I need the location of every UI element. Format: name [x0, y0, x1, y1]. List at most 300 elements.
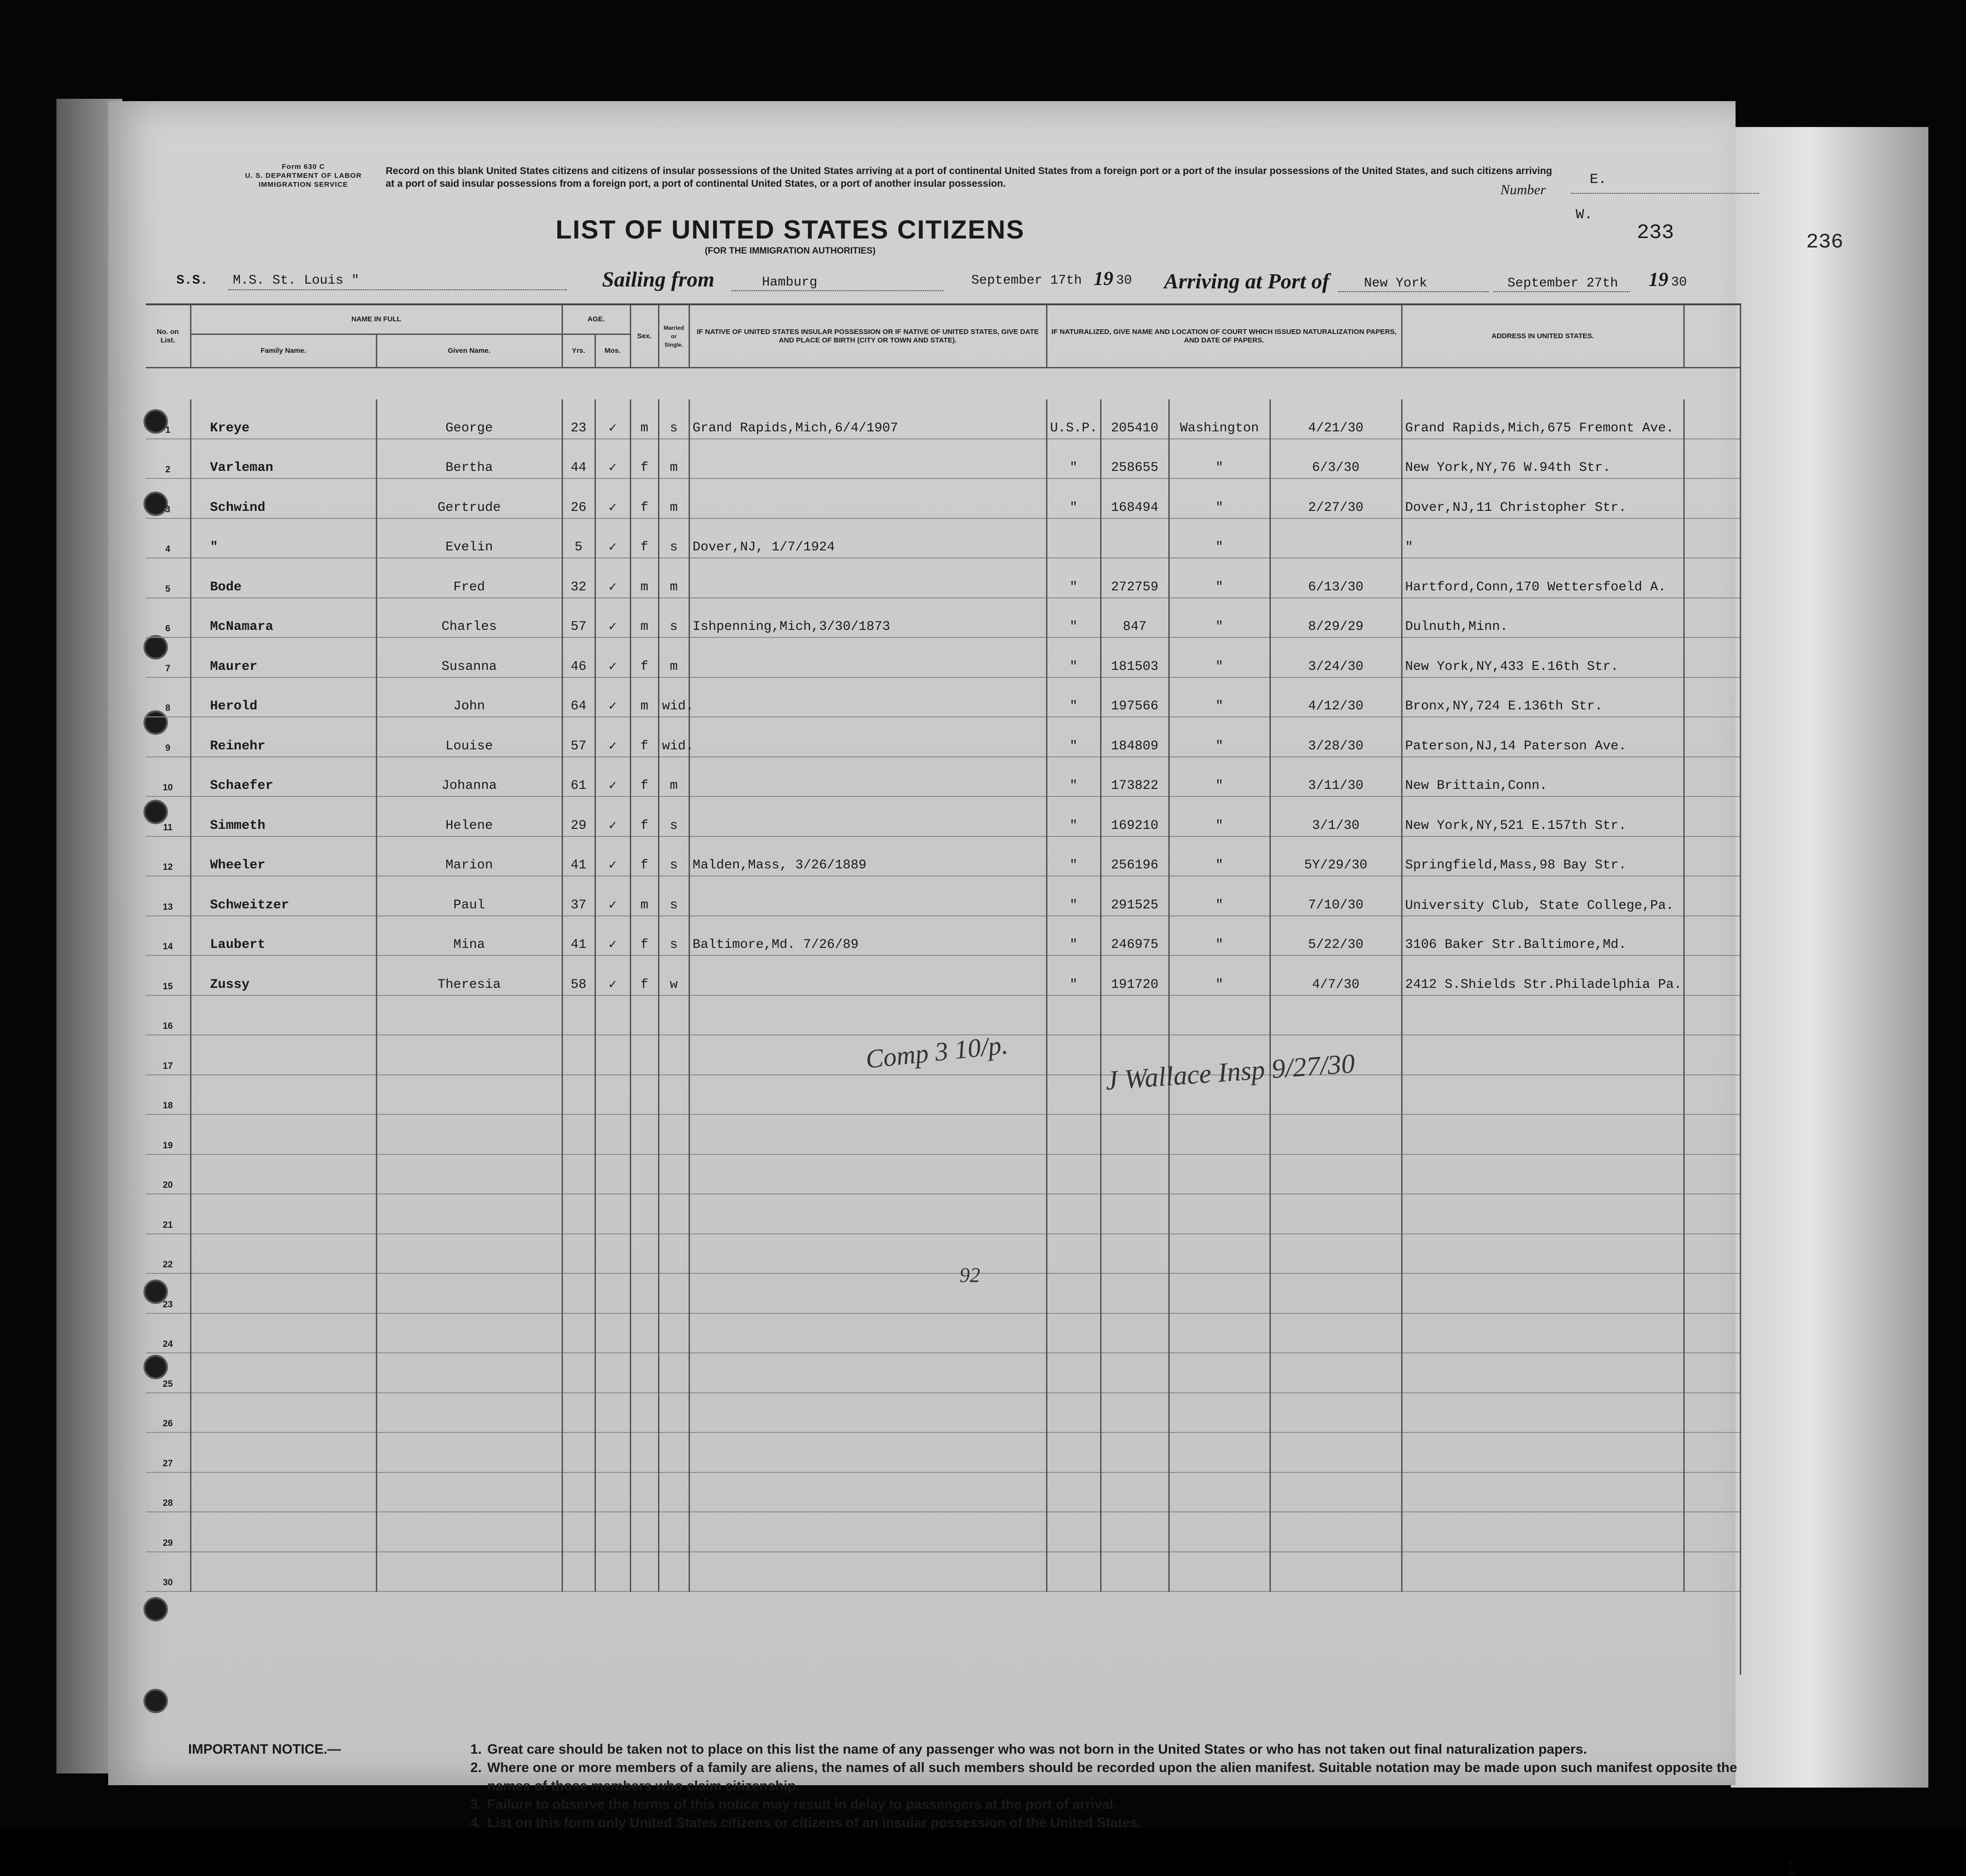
- date-to: September 27th: [1507, 276, 1618, 291]
- number-w: W.: [1576, 207, 1593, 223]
- port-from-line: [731, 290, 943, 291]
- blank-cell: [1684, 598, 1740, 638]
- empty-cell: [562, 1432, 595, 1472]
- given-name: Charles: [376, 598, 562, 638]
- address: New York,NY,76 W.94th Str.: [1402, 439, 1684, 479]
- empty-cell: [1270, 1114, 1402, 1154]
- paper-date: 3/28/30: [1270, 717, 1402, 757]
- year-from-prefix: 19: [1094, 268, 1113, 290]
- empty-cell: [630, 1075, 658, 1115]
- year-to: 30: [1671, 275, 1687, 290]
- court: ": [1046, 836, 1101, 876]
- table-row: [146, 399, 1740, 439]
- empty-cell: [1270, 1234, 1402, 1274]
- family-name: Maurer: [190, 637, 376, 677]
- age-months-check: ✓: [595, 876, 630, 916]
- sex: f: [630, 637, 658, 677]
- empty-cell: [190, 1075, 376, 1115]
- empty-cell: [562, 1273, 595, 1313]
- sex: f: [630, 796, 658, 836]
- empty-cell: [1046, 1035, 1101, 1075]
- blank-cell: [1684, 518, 1740, 558]
- table-row: [146, 1393, 1740, 1433]
- blank-cell: [1684, 637, 1740, 677]
- paper-number: 169210: [1101, 796, 1169, 836]
- empty-cell: [689, 1194, 1046, 1234]
- empty-cell: [562, 995, 595, 1035]
- empty-cell: [595, 1552, 630, 1592]
- ship-name: M.S. St. Louis ": [233, 273, 359, 288]
- empty-cell: [1402, 1353, 1684, 1393]
- empty-cell: [689, 1154, 1046, 1194]
- given-name: Helene: [376, 796, 562, 836]
- empty-cell: [376, 1512, 562, 1552]
- empty-cell: [595, 1313, 630, 1353]
- address: 3106 Baker Str.Baltimore,Md.: [1402, 916, 1684, 956]
- header-spacer: [146, 368, 1740, 400]
- empty-cell: [1684, 1393, 1740, 1433]
- empty-cell: [1101, 1353, 1169, 1393]
- empty-cell: [1046, 1154, 1101, 1194]
- paper-number: 191720: [1101, 955, 1169, 995]
- notice-index: 4.: [470, 1815, 482, 1830]
- empty-cell: [1270, 1273, 1402, 1313]
- notice-text: List on this form only United States citizens or citizens of an insular possession of the United States.: [487, 1815, 1142, 1830]
- marital-status: s: [658, 836, 689, 876]
- empty-cell: [658, 1552, 689, 1592]
- row-number: 8: [146, 677, 190, 717]
- marital-status: m: [658, 757, 689, 797]
- age-months-check: ✓: [595, 955, 630, 995]
- empty-cell: [376, 1313, 562, 1353]
- empty-cell: [190, 1194, 376, 1234]
- notice-item: [470, 1759, 1750, 1796]
- age-years: 41: [562, 836, 595, 876]
- given-name: Marion: [376, 836, 562, 876]
- empty-cell: [595, 1512, 630, 1552]
- paper-number: 258655: [1101, 439, 1169, 479]
- age-years: 46: [562, 637, 595, 677]
- age-months-check: ✓: [595, 836, 630, 876]
- empty-cell: [190, 1512, 376, 1552]
- empty-cell: [376, 1273, 562, 1313]
- empty-cell: [630, 1432, 658, 1472]
- court-location: ": [1169, 598, 1270, 638]
- empty-cell: [658, 1393, 689, 1433]
- empty-cell: [658, 995, 689, 1035]
- col-naturalized: IF NATURALIZED, GIVE NAME AND LOCATION OF COURT WHICH ISSUED NATURALIZATION PAPERS, AND DATE OF PAPERS.: [1046, 304, 1402, 368]
- paper-date: 6/3/30: [1270, 439, 1402, 479]
- empty-cell: [562, 1512, 595, 1552]
- blank-cell: [1684, 876, 1740, 916]
- empty-cell: [595, 1472, 630, 1512]
- empty-cell: [1402, 1313, 1684, 1353]
- age-months-check: ✓: [595, 637, 630, 677]
- age-years: 44: [562, 439, 595, 479]
- empty-cell: [1684, 1432, 1740, 1472]
- row-number: 7: [146, 637, 190, 677]
- table-row: [146, 518, 1740, 558]
- empty-cell: [1169, 1273, 1270, 1313]
- empty-cell: [1169, 1194, 1270, 1234]
- paper-number: 173822: [1101, 757, 1169, 797]
- empty-cell: [1270, 995, 1402, 1035]
- col-family-name: Family Name.: [190, 334, 376, 368]
- empty-cell: [562, 1154, 595, 1194]
- empty-cell: [1684, 1154, 1740, 1194]
- address: Bronx,NY,724 E.136th Str.: [1402, 677, 1684, 717]
- marital-status: s: [658, 399, 689, 439]
- col-native: IF NATIVE OF UNITED STATES INSULAR POSSESSION OR IF NATIVE OF UNITED STATES, GIVE DATE AND PLACE OF BIRTH (CITY OR TOWN AND STATE).: [689, 304, 1046, 368]
- empty-cell: [630, 1194, 658, 1234]
- birth-place: [689, 757, 1046, 797]
- marital-status: s: [658, 876, 689, 916]
- empty-cell: [190, 1432, 376, 1472]
- empty-cell: [1402, 1512, 1684, 1552]
- row-number: 15: [146, 955, 190, 995]
- court: ": [1046, 757, 1101, 797]
- notice-text: Where one or more members of a family are aliens, the names of all such members should be recorded upon the alien manifest. Suitable notation may be made upon such manifest opposite the names of those members who claim citizenship.: [487, 1760, 1737, 1794]
- address: ": [1402, 518, 1684, 558]
- age-years: 26: [562, 478, 595, 518]
- blank-cell: [1684, 478, 1740, 518]
- row-number: 23: [146, 1273, 190, 1313]
- row-number: 12: [146, 836, 190, 876]
- empty-cell: [1046, 1114, 1101, 1154]
- empty-cell: [1270, 1393, 1402, 1433]
- date-to-line: [1493, 291, 1630, 292]
- empty-cell: [1270, 1194, 1402, 1234]
- given-name: Theresia: [376, 955, 562, 995]
- paper-number: [1101, 518, 1169, 558]
- empty-cell: [689, 1234, 1046, 1274]
- empty-cell: [1101, 1114, 1169, 1154]
- empty-cell: [1684, 1353, 1740, 1393]
- family-name: Schaefer: [190, 757, 376, 797]
- given-name: Louise: [376, 717, 562, 757]
- blank-cell: [1684, 717, 1740, 757]
- birth-place: [689, 558, 1046, 598]
- empty-cell: [190, 1472, 376, 1512]
- empty-cell: [1684, 995, 1740, 1035]
- empty-cell: [1101, 1472, 1169, 1512]
- paper-date: [1270, 518, 1402, 558]
- marital-status: m: [658, 478, 689, 518]
- empty-cell: [689, 1075, 1046, 1115]
- row-number: 5: [146, 558, 190, 598]
- paper-number: 205410: [1101, 399, 1169, 439]
- handwritten-note: Comp 3 10/p.: [864, 1030, 1009, 1074]
- port-to-line: [1338, 291, 1489, 292]
- family-name: Wheeler: [190, 836, 376, 876]
- empty-cell: [1169, 1114, 1270, 1154]
- col-sex: Sex.: [630, 304, 658, 368]
- given-name: Evelin: [376, 518, 562, 558]
- family-name: Reinehr: [190, 717, 376, 757]
- ship-line: [228, 289, 567, 290]
- given-name: Fred: [376, 558, 562, 598]
- empty-cell: [1101, 1393, 1169, 1433]
- empty-cell: [190, 1114, 376, 1154]
- address: Paterson,NJ,14 Paterson Ave.: [1402, 717, 1684, 757]
- sailing-from-label: Sailing from: [602, 267, 715, 291]
- age-months-check: ✓: [595, 677, 630, 717]
- empty-cell: [1101, 1273, 1169, 1313]
- family-name: Simmeth: [190, 796, 376, 836]
- court: ": [1046, 637, 1101, 677]
- col-name-in-full: NAME IN FULL: [190, 304, 562, 334]
- paper-number: 272759: [1101, 558, 1169, 598]
- empty-cell: [630, 1273, 658, 1313]
- court: ": [1046, 916, 1101, 956]
- age-years: 58: [562, 955, 595, 995]
- birth-place: [689, 637, 1046, 677]
- empty-cell: [689, 1273, 1046, 1313]
- table-row: [146, 1552, 1740, 1592]
- table-row: [146, 1114, 1740, 1154]
- court: U.S.P.: [1046, 399, 1101, 439]
- col-address: ADDRESS IN UNITED STATES.: [1402, 304, 1684, 368]
- empty-cell: [190, 1273, 376, 1313]
- empty-cell: [658, 1512, 689, 1552]
- paper-date: 3/11/30: [1270, 757, 1402, 797]
- age-years: 57: [562, 717, 595, 757]
- table-row: [146, 1194, 1740, 1234]
- blank-cell: [1684, 836, 1740, 876]
- inspector-signature: J Wallace Insp 9/27/30: [1104, 1048, 1356, 1096]
- empty-cell: [1402, 1432, 1684, 1472]
- given-name: George: [376, 399, 562, 439]
- age-years: 32: [562, 558, 595, 598]
- table-row: [146, 876, 1740, 916]
- form-service: IMMIGRATION SERVICE: [258, 181, 349, 189]
- court-location: ": [1169, 757, 1270, 797]
- empty-cell: [630, 995, 658, 1035]
- empty-cell: [1169, 1353, 1270, 1393]
- family-name: Schwind: [190, 478, 376, 518]
- number-e: E.: [1590, 172, 1607, 188]
- court: ": [1046, 558, 1101, 598]
- notice-item: [470, 1814, 1750, 1832]
- empty-cell: [1046, 1273, 1101, 1313]
- given-name: John: [376, 677, 562, 717]
- table-row: [146, 1273, 1740, 1313]
- address: Grand Rapids,Mich,675 Fremont Ave.: [1402, 399, 1684, 439]
- empty-cell: [376, 1393, 562, 1433]
- empty-cell: [689, 1552, 1046, 1592]
- age-months-check: ✓: [595, 518, 630, 558]
- court: ": [1046, 717, 1101, 757]
- table-row: [146, 1154, 1740, 1194]
- family-name: Zussy: [190, 955, 376, 995]
- empty-cell: [1101, 1154, 1169, 1194]
- paper-number: 847: [1101, 598, 1169, 638]
- empty-cell: [562, 1035, 595, 1075]
- address: Dover,NJ,11 Christopher Str.: [1402, 478, 1684, 518]
- empty-rows: [146, 995, 1740, 1592]
- birth-place: Dover,NJ, 1/7/1924: [689, 518, 1046, 558]
- age-years: 57: [562, 598, 595, 638]
- empty-cell: [376, 1075, 562, 1115]
- court: ": [1046, 478, 1101, 518]
- empty-cell: [1046, 1512, 1101, 1552]
- age-years: 5: [562, 518, 595, 558]
- row-number: 14: [146, 916, 190, 956]
- empty-cell: [1270, 1313, 1402, 1353]
- blank-cell: [1684, 677, 1740, 717]
- date-from: September 17th: [971, 273, 1082, 288]
- court-location: ": [1169, 717, 1270, 757]
- court-location: ": [1169, 478, 1270, 518]
- birth-place: [689, 796, 1046, 836]
- empty-cell: [1046, 1393, 1101, 1433]
- court: [1046, 518, 1101, 558]
- empty-cell: [1169, 1393, 1270, 1433]
- table-row: [146, 1353, 1740, 1393]
- given-name: Bertha: [376, 439, 562, 479]
- row-number: 18: [146, 1075, 190, 1115]
- sex: m: [630, 399, 658, 439]
- table-row: [146, 558, 1740, 598]
- empty-cell: [1270, 1472, 1402, 1512]
- empty-cell: [190, 1313, 376, 1353]
- table-row: [146, 1313, 1740, 1353]
- empty-cell: [1402, 1393, 1684, 1433]
- empty-cell: [1684, 1472, 1740, 1512]
- birth-place: [689, 717, 1046, 757]
- col-no: No. on List.: [146, 304, 190, 368]
- paper-date: 5Y/29/30: [1270, 836, 1402, 876]
- paper-number: 168494: [1101, 478, 1169, 518]
- paper-date: 8/29/29: [1270, 598, 1402, 638]
- given-name: Mina: [376, 916, 562, 956]
- notice-label: IMPORTANT NOTICE.—: [188, 1742, 341, 1757]
- table-row: [146, 836, 1740, 876]
- age-months-check: ✓: [595, 399, 630, 439]
- empty-cell: [1169, 1472, 1270, 1512]
- table-row: [146, 1234, 1740, 1274]
- empty-cell: [1270, 1552, 1402, 1592]
- marital-status: m: [658, 558, 689, 598]
- empty-cell: [190, 1353, 376, 1393]
- given-name: Gertrude: [376, 478, 562, 518]
- empty-cell: [1402, 1552, 1684, 1592]
- row-number: 13: [146, 876, 190, 916]
- empty-cell: [658, 1114, 689, 1154]
- paper-date: 7/10/30: [1270, 876, 1402, 916]
- court-location: Washington: [1169, 399, 1270, 439]
- empty-cell: [630, 1552, 658, 1592]
- court: ": [1046, 955, 1101, 995]
- marital-status: w: [658, 955, 689, 995]
- sex: f: [630, 955, 658, 995]
- empty-cell: [658, 1472, 689, 1512]
- empty-cell: [190, 995, 376, 1035]
- empty-cell: [1684, 1273, 1740, 1313]
- family-name: ": [190, 518, 376, 558]
- table-row: [146, 1512, 1740, 1552]
- marital-status: s: [658, 796, 689, 836]
- col-given-name: Given Name.: [376, 334, 562, 368]
- empty-cell: [1270, 1432, 1402, 1472]
- page-number: 233: [1637, 221, 1674, 245]
- empty-cell: [190, 1552, 376, 1592]
- family-name: Herold: [190, 677, 376, 717]
- empty-cell: [1169, 1512, 1270, 1552]
- row-number: 29: [146, 1512, 190, 1552]
- table-row: [146, 1472, 1740, 1512]
- birth-place: Malden,Mass, 3/26/1889: [689, 836, 1046, 876]
- age-months-check: ✓: [595, 916, 630, 956]
- empty-cell: [376, 1194, 562, 1234]
- sex: f: [630, 439, 658, 479]
- empty-cell: [376, 1234, 562, 1274]
- empty-cell: [630, 1035, 658, 1075]
- sex: f: [630, 916, 658, 956]
- empty-cell: [595, 1075, 630, 1115]
- empty-cell: [658, 1353, 689, 1393]
- empty-cell: [595, 1432, 630, 1472]
- court: ": [1046, 677, 1101, 717]
- table-row: [146, 478, 1740, 518]
- empty-cell: [1402, 1114, 1684, 1154]
- row-number: 21: [146, 1194, 190, 1234]
- age-years: 37: [562, 876, 595, 916]
- page-title: LIST OF UNITED STATES CITIZENS: [555, 215, 1025, 244]
- court-location: ": [1169, 637, 1270, 677]
- row-number: 2: [146, 439, 190, 479]
- blank-cell: [1684, 757, 1740, 797]
- empty-cell: [1684, 1313, 1740, 1353]
- address: New York,NY,521 E.157th Str.: [1402, 796, 1684, 836]
- empty-cell: [630, 1313, 658, 1353]
- paper-date: 4/12/30: [1270, 677, 1402, 717]
- court-location: ": [1169, 518, 1270, 558]
- empty-cell: [1402, 1194, 1684, 1234]
- birth-place: [689, 478, 1046, 518]
- empty-cell: [689, 995, 1046, 1035]
- family-name: McNamara: [190, 598, 376, 638]
- blank-cell: [1684, 439, 1740, 479]
- empty-cell: [1402, 1035, 1684, 1075]
- empty-cell: [658, 1313, 689, 1353]
- row-number: 17: [146, 1035, 190, 1075]
- empty-cell: [190, 1393, 376, 1433]
- empty-cell: [1101, 1194, 1169, 1234]
- col-yrs: Yrs.: [562, 334, 595, 368]
- notice-item: [470, 1796, 1750, 1814]
- address: Hartford,Conn,170 Wettersfoeld A.: [1402, 558, 1684, 598]
- empty-cell: [1684, 1035, 1740, 1075]
- empty-cell: [1270, 1512, 1402, 1552]
- empty-cell: [562, 1313, 595, 1353]
- sex: f: [630, 757, 658, 797]
- court: ": [1046, 876, 1101, 916]
- empty-cell: [562, 1393, 595, 1433]
- port-from: Hamburg: [762, 275, 817, 290]
- empty-cell: [689, 1472, 1046, 1512]
- notice-item: [470, 1741, 1750, 1759]
- address: New Brittain,Conn.: [1402, 757, 1684, 797]
- marital-status: s: [658, 518, 689, 558]
- table-row: [146, 598, 1740, 638]
- empty-cell: [1046, 1472, 1101, 1512]
- empty-cell: [1402, 995, 1684, 1035]
- empty-cell: [1402, 1273, 1684, 1313]
- court-location: ": [1169, 916, 1270, 956]
- blank-cell: [1684, 796, 1740, 836]
- empty-cell: [1270, 1353, 1402, 1393]
